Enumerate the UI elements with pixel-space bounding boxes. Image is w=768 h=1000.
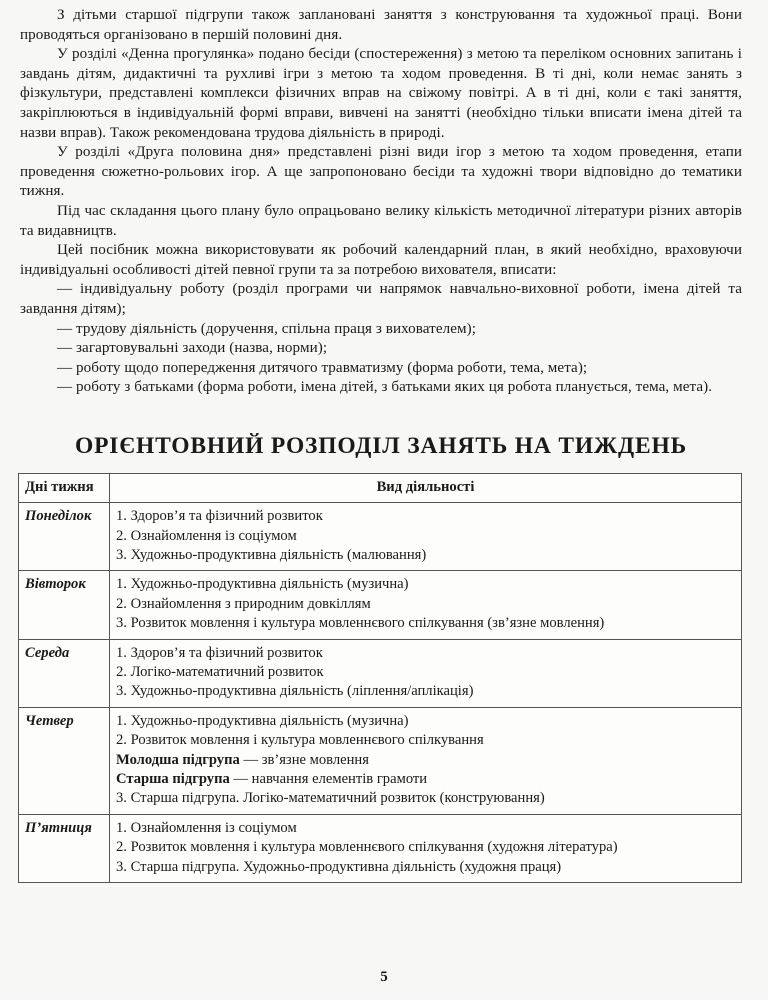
activity-line bbox=[116, 507, 735, 526]
activity-line bbox=[116, 770, 735, 789]
list-item: — індивідуальну роботу (розділ програми чи напрямок навчально-виховної роботи, імена дітей та завдання дітям); bbox=[20, 281, 742, 317]
activity-text: 2. Ознайомлення із соціумом bbox=[116, 527, 297, 544]
activity-line bbox=[116, 819, 735, 838]
table-row bbox=[19, 639, 742, 707]
paragraph: Цей посібник можна використовувати як робочий календарний план, в який необхідно, враховуючи індивідуальні особливості дітей певної групи та за потребою вихователя, вписати: bbox=[20, 242, 742, 278]
activity-text: 3. Старша підгрупа. Логіко-математичний розвиток (конструювання) bbox=[116, 790, 545, 807]
activity-cell bbox=[110, 571, 742, 639]
activity-text: 1. Здоров’я та фізичний розвиток bbox=[116, 644, 323, 661]
day-cell: Вівторок bbox=[19, 571, 110, 639]
activity-cell bbox=[110, 503, 742, 571]
activity-line bbox=[116, 789, 735, 808]
body-prose bbox=[20, 6, 742, 398]
table-header-row bbox=[19, 473, 742, 502]
day-cell: Понеділок bbox=[19, 503, 110, 571]
table-row bbox=[19, 814, 742, 882]
activity-text: 3. Розвиток мовлення і культура мовленнєвого спілкування (зв’язне мовлення) bbox=[116, 615, 605, 632]
list-item: — роботу з батьками (форма роботи, імена дітей, з батьками яких ця робота планується, тема, мета). bbox=[56, 379, 713, 396]
day-cell: Середа bbox=[19, 639, 110, 707]
activity-cell bbox=[110, 814, 742, 882]
activity-line bbox=[116, 575, 735, 594]
activity-text: 2. Розвиток мовлення і культура мовленнєвого спілкування bbox=[116, 732, 484, 749]
activity-line bbox=[116, 682, 735, 701]
activity-text: 1. Ознайомлення із соціумом bbox=[116, 819, 297, 836]
activity-text: 3. Художньо-продуктивна діяльність (малювання) bbox=[116, 546, 427, 563]
activity-line bbox=[116, 838, 735, 857]
list-item: — трудову діяльність (доручення, спільна праця з вихователем); bbox=[56, 320, 476, 337]
activity-text: 2. Ознайомлення з природним довкіллям bbox=[116, 595, 371, 612]
subgroup-label: Молодша підгрупа bbox=[116, 751, 240, 768]
activity-line bbox=[116, 644, 735, 663]
paragraph: У розділі «Друга половина дня» представлені різні види ігор з метою та ходом проведення, етапи проведення сюжетно-рольових ігор. А ще запропоновано бесіди та художні твори відповідно до тематики тижня. bbox=[20, 144, 742, 200]
paragraph: З дітьми старшої підгрупи також заплановані заняття з конструювання та художньої праці. Вони проводяться організовано в першій половині дня. bbox=[20, 7, 742, 43]
activity-line bbox=[116, 712, 735, 731]
weekly-schedule-table bbox=[18, 473, 742, 883]
activity-text: 3. Художньо-продуктивна діяльність (ліплення/аплікація) bbox=[116, 683, 474, 700]
paragraph: У розділі «Денна прогулянка» подано бесіди (спостереження) з метою та переліком основних запитань і завдань дітям, дидактичні та рухливі ігри з метою та ходом проведення. В ті дні, коли немає занять з фізкультури, представлені комплекси фізичних вправ на свіжому повітрі. А в ті дні, коли є такі заняття, закріплюються в індивідуальній формі вправи, вивчені на занятті (необхідно тільки вписати імена дітей та назви вправ). Також рекомендована трудова діяльність в природі. bbox=[20, 46, 742, 141]
activity-line bbox=[116, 614, 735, 633]
activity-cell bbox=[110, 707, 742, 814]
table-row bbox=[19, 571, 742, 639]
list-item: — роботу щодо попередження дитячого травматизму (форма роботи, тема, мета); bbox=[56, 359, 588, 376]
activity-line bbox=[116, 595, 735, 614]
day-cell: П’ятниця bbox=[19, 814, 110, 882]
section-title: ОРІЄНТОВНИЙ РОЗПОДІЛ ЗАНЯТЬ НА ТИЖДЕНЬ bbox=[75, 432, 687, 459]
activity-line bbox=[116, 858, 735, 877]
table-row bbox=[19, 503, 742, 571]
activity-text: — зв’язне мовлення bbox=[239, 751, 369, 768]
activity-text: — навчання елементів грамоти bbox=[229, 771, 428, 787]
activity-line bbox=[116, 527, 735, 546]
paragraph: Під час складання цього плану було опрацьовано велику кількість методичної літератури різних авторів та видавництв. bbox=[20, 202, 742, 239]
page-number: 5 bbox=[380, 969, 388, 985]
activity-line bbox=[116, 663, 735, 682]
activity-line bbox=[116, 546, 735, 565]
activity-text: 1. Здоров’я та фізичний розвиток bbox=[116, 508, 323, 525]
column-header-activity: Вид діяльності bbox=[110, 473, 742, 502]
table-row bbox=[19, 707, 742, 814]
subgroup-label: Старша підгрупа bbox=[116, 771, 230, 787]
list-item: — загартовувальні заходи (назва, норми); bbox=[56, 340, 328, 357]
activity-text: 1. Художньо-продуктивна діяльність (музична) bbox=[116, 576, 409, 593]
activity-line bbox=[116, 751, 735, 770]
activity-cell bbox=[110, 639, 742, 707]
activity-text: 3. Старша підгрупа. Художньо-продуктивна діяльність (художня праця) bbox=[116, 858, 562, 875]
table-header bbox=[19, 473, 742, 502]
day-cell: Четвер bbox=[19, 707, 110, 814]
activity-line bbox=[116, 731, 735, 750]
activity-text: 2. Логіко-математичний розвиток bbox=[116, 663, 324, 680]
activity-text: 1. Художньо-продуктивна діяльність (музична) bbox=[116, 712, 409, 729]
activity-text: 2. Розвиток мовлення і культура мовленнєвого спілкування (художня література) bbox=[116, 839, 618, 856]
column-header-day: Дні тижня bbox=[19, 473, 110, 502]
table-body bbox=[19, 503, 742, 883]
